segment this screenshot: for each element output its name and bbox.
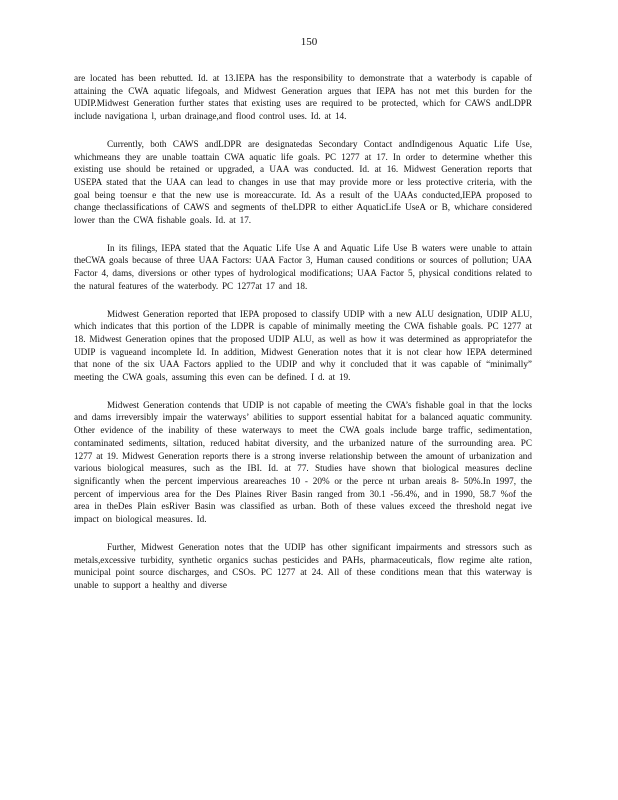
page-number: 150 [300, 36, 318, 48]
paragraph-continuation: are located has been rebutted. Id. at 13.IEPA has the responsibility to demonstrate that a waterbody is capable of attaining the CWA aquatic lifegoals, and Midwest Generation argues that IEPA has not met this burden for the UDIP.Midwest Generation further states that existing uses are required to be protected, which for CAWS andLDPR include navigationa l, urban drainage,and flood control uses. Id. at 14. [74, 73, 532, 122]
paragraph-uaa-factors: In its filings, IEPA stated that the Aquatic Life Use A and Aquatic Life Use B waters were unable to attain theCWA goals because of three UAA Factors: UAA Factor 3, Human caused conditions or sources of pollution; UAA Factor 4, dams, diversions or other types of hydrological modifications; UAA Factor 5, physical conditions related to the natural features of the waterbody. PC 1277at 17 and 18. [74, 242, 532, 291]
paragraph-impairments: Further, Midwest Generation notes that the UDIP has other significant impairments and stressors such as metals,excessive turbidity, synthetic organics suchas pesticides and PAHs, pharmaceuticals, flow regime alte ration, municipal point source discharges, and CSOs. PC 1277 at 24. All of these conditions mean that this waterway is unable to support a healthy and diverse [74, 541, 532, 590]
paragraph-fishable-goal: Midwest Generation contends that UDIP is not capable of meeting the CWA’s fishable goal in that the locks and dams irreversibly impair the waterways’ abilities to support essential habitat for a balanced aquatic community. Other evidence of the inability of these waterways to meet the CWA goals include barge traffic, sedimentation, contaminated sediments, siltation, reduced habitat diversity, and the urbanized nature of the surrounding area. PC 1277 at 19. Midwest Generation reports there is a strong inverse relationship between the amount of urbanization and various biological measures, such as the IBI. Id. at 77. Studies have shown that biological measures decline significantly when the percent impervious areareaches 10 - 20% or the perce nt urban areais 8- 50%.In 1997, the percent of impervious area for the Des Plaines River Basin ranged from 30.1 -56.4%, and in 1990, 58.7 %of the area in theDes Plain esRiver Basin was classified as urban. Both of these values exceed the threshold negat ive impact on biological measures. Id. [74, 399, 532, 525]
body-text [74, 72, 532, 607]
paragraph-designations: Currently, both CAWS andLDPR are designatedas Secondary Contact andIndigenous Aquatic Life Use, whichmeans they are unable toattain CWA aquatic life goals. PC 1277 at 17. In order to determine whether this existing use should be retained or upgraded, a UAA was conducted. Id. at 16. Midwest Generation reports that USEPA stated that the UAA can lead to changes in use that may provide more or less protective criteria, with the goal being toensur e that the new use is moreaccurate. Id. As a result of the UAAs conducted,IEPA proposed to change theclassifications of CAWS and segments of theLDPR to either AquaticLife UseA or B, whichare considered lower than the CWA fishable goals. Id. at 17. [74, 138, 532, 226]
paragraph-udip-alu: Midwest Generation reported that IEPA proposed to classify UDIP with a new ALU designation, UDIP ALU, which indicates that this portion of the LDPR is capable of minimally meeting the CWA fishable goals. PC 1277 at 18. Midwest Generation opines that the proposed UDIP ALU, as well as how it was determined as appropriatefor the UDIP is vagueand incomplete Id. In addition, Midwest Generation notes that it is not clear how IEPA determined that none of the six UAA Factors applied to the UDIP and why it concluded that it was capable of “minimally” meeting the CWA goals, assuming this even can be defined. I d. at 19. [74, 308, 532, 383]
